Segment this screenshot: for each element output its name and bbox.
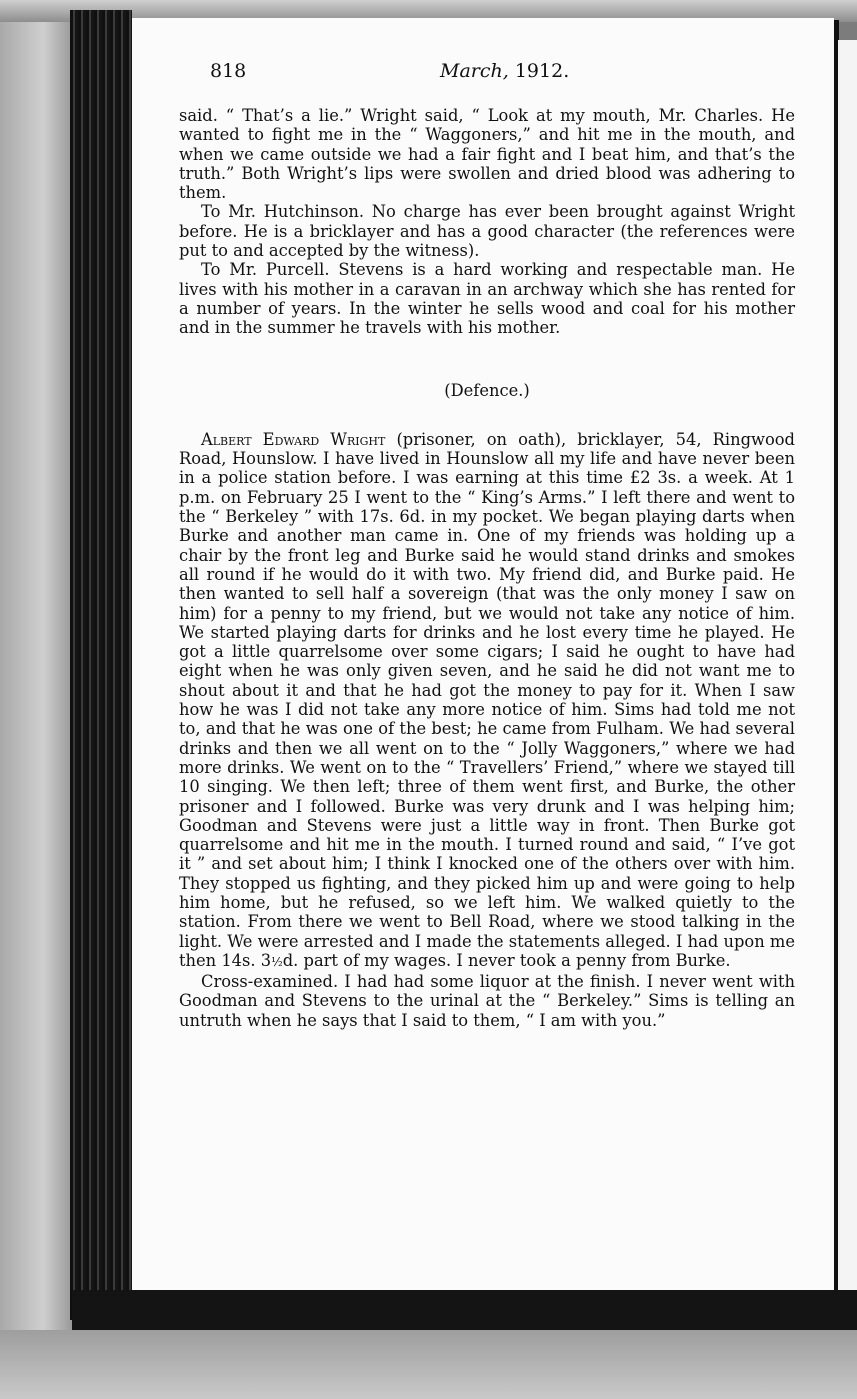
testimony-end: d. part of my wages. I never took a penny from Burke. [282,950,731,970]
witness-name: Albert Edward Wright [201,429,386,449]
paragraph-purcell: To Mr. Purcell. Stevens is a hard working and respectable man. He lives with his mother in a caravan in an archway which she has rented for a number of years. In the winter he sells wood and coal for his mother and in the summer he travels with his mother. [179,260,795,338]
scan-bottom-shadow [72,1290,857,1330]
scan-bottom-floor [0,1330,857,1399]
running-head [210,60,802,90]
page-date [440,60,569,82]
paragraph-wright-testimony [179,430,795,972]
page-month: March, [440,60,509,82]
page-year: 1912. [514,60,570,82]
page-number: 818 [210,60,247,82]
paragraph-hutchinson: To Mr. Hutchinson. No charge has ever been brought against Wright before. He is a bricklayer and has a good character (the references were put to and accepted by the witness). [179,202,795,261]
section-heading-defence: (Defence.) [444,380,530,400]
book-page [132,18,834,1290]
testimony-text: (prisoner, on oath), bricklayer, 54, Ringwood Road, Hounslow. I have lived in Hounslow all my life and have never been in a police station before. I was earning at this time £2 3s. a week. At 1 p.m. on February 25 I went to the “ King’s Arms.” I left there and went to the “ Berkeley ” with 17s. 6d. in my pocket. We began playing darts when Burke and another man came in. One of my friends was holding up a chair by the front leg and Burke said he would stand drinks and smokes all round if he would do it with two. My friend did, and Burke paid. He then wanted to sell half a sovereign (that was the only money I saw on him) for a penny to my friend, but we would not take any notice of him. We started playing darts for drinks and he lost every time he played. He got a little quarrelsome over some cigars; I said he ought to have had eight when he was only given seven, and he said he did not want me to shout about it and that he had got the money to pay for it. When I saw how he was I did not take any more notice of him. Sims had told me not to, and that he was one of the best; he came from Fulham. We had several drinks and then we all went on to the “ Jolly Waggoners,” where we had more drinks. We went on to the “ Travellers’ Friend,” where we stayed till 10 singing. We then left; three of them went first, and Burke, the other prisoner and I followed. Burke was very drunk and I was helping him; Goodman and Stevens were just a little way in front. Then Burke got quarrelsome and hit me in the mouth. I turned round and said, “ I’ve got it ” and set about him; I think I knocked one of the others over with him. They stopped us fighting, and they picked him up and were going to help him home, but he refused, so we left him. We walked quietly to the station. From there we went to Bell Road, where we stood talking in the light. We were arrested and I made the statements alleged. I had upon me then 14s. 3 [179,429,795,970]
paragraph-continuation: said. “ That’s a lie.” Wright said, “ Look at my mouth, Mr. Charles. He wanted to fight me in the “ Waggoners,” and hit me in the mouth, and when we came outside we had a fair fight and I beat him, and that’s the truth.” Both Wright’s lips were swollen and dried blood was adhering to them. [179,106,795,203]
scan-right-edge [838,40,857,1300]
fraction-half: ½ [271,954,283,969]
scan-left-margin [0,0,72,1399]
paragraph-cross-examined: Cross-examined. I had had some liquor at the finish. I never went with Goodman and Stevens to the urinal at the “ Berkeley.” Sims is telling an untruth when he says that I said to them, “ I am with you.” [179,972,795,1030]
book-spine [70,10,132,1320]
page-text [179,106,795,1030]
